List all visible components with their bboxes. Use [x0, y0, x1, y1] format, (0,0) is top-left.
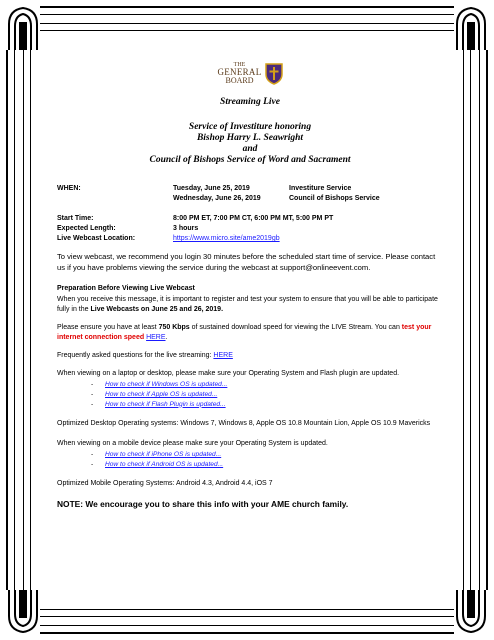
desktop-link-list [91, 380, 443, 409]
bullet-dash: - [91, 381, 94, 389]
bandwidth-text-a: Please ensure you have at least [57, 323, 159, 331]
flyer-content [57, 62, 443, 510]
logo-the: THE [233, 62, 246, 68]
mobile-optimized-paragraph: Optimized Mobile Operating Systems: Android 4.3, Android 4.4, iOS 7 [57, 480, 273, 488]
gothic-arch-corner-icon [6, 6, 40, 50]
shield-cross-icon [265, 63, 283, 85]
gothic-arch-corner-icon [454, 6, 488, 50]
faq-paragraph [57, 351, 443, 361]
desktop-optimized-paragraph: Optimized Desktop Operating systems: Windows 7, Windows 8, Apple OS 10.8 Mountain Lion, Apple OS 10.9 Mavericks [57, 420, 431, 428]
date-2: Wednesday, June 26, 2019 [173, 194, 261, 202]
start-time-value: 8:00 PM ET, 7:00 PM CT, 6:00 PM MT, 5:00 PM PT [173, 214, 334, 222]
service-1: Investiture Service [289, 184, 352, 192]
bandwidth-paragraph [57, 323, 443, 343]
windows-check-link[interactable]: How to check if Windows OS is updated... [105, 381, 228, 389]
service-title-line2: Bishop Harry L. Seawright [196, 132, 304, 143]
faq-text: Frequently asked questions for the live streaming: [57, 352, 214, 360]
prep-heading: Preparation Before Viewing Live Webcast [57, 284, 195, 292]
gothic-arch-corner-icon [6, 590, 40, 634]
bullet-dash: - [91, 451, 94, 459]
mobile-link-list [91, 450, 443, 469]
flash-check-link[interactable]: How to check if Flash Plugin is updated... [105, 400, 226, 408]
when-label: WHEN: [57, 184, 81, 192]
android-check-link[interactable]: How to check if Android OS is updated... [105, 460, 224, 468]
gothic-arch-corner-icon [454, 590, 488, 634]
expected-length-value: 3 hours [173, 225, 199, 233]
webcast-url-link[interactable]: https://www.micro.site/ame2019gb [173, 235, 280, 243]
bullet-dash: - [91, 460, 94, 468]
bullet-dash: - [91, 400, 94, 408]
when-table [57, 184, 443, 204]
list-item [91, 390, 443, 400]
date-1: Tuesday, June 25, 2019 [173, 184, 250, 192]
frame-bar-top [6, 14, 488, 24]
share-note: NOTE: We encourage you to share this info with your AME church family. [57, 498, 349, 509]
frame-bar-left [14, 6, 24, 634]
frame-bar-right [470, 6, 480, 634]
service-title-line1: Service of Investiture honoring [188, 121, 312, 132]
service-title-line4: Council of Bishops Service of Word and Sacrament [149, 154, 351, 165]
logo-wordmark [217, 62, 261, 85]
speed-test-here-link[interactable]: HERE [146, 334, 166, 342]
list-item [91, 400, 443, 410]
bandwidth-end: . [165, 334, 168, 342]
bandwidth-speed: 750 Kbps [158, 323, 190, 331]
general-board-logo [57, 62, 443, 85]
logo-board: BOARD [225, 76, 254, 85]
start-time-label: Start Time: [57, 214, 94, 222]
frame-bar-bottom [6, 616, 488, 626]
faq-here-link[interactable]: HERE [213, 352, 233, 360]
iphone-check-link[interactable]: How to check if iPhone OS is updated... [105, 451, 222, 459]
list-item [91, 380, 443, 390]
expected-length-label: Expected Length: [57, 225, 116, 233]
streaming-live-title: Streaming Live [220, 97, 280, 107]
mobile-paragraph: When viewing on a mobile device please make sure your Operating System is updated. [57, 440, 328, 448]
apple-check-link[interactable]: How to check if Apple OS is updated... [105, 391, 218, 398]
desktop-paragraph: When viewing on a laptop or desktop, please make sure your Operating System and Flash plugin are updated. [57, 370, 400, 378]
list-item [91, 450, 443, 460]
prep-paragraph [57, 295, 443, 315]
prep-bold-text: Live Webcasts on June 25 and 26, 2019. [90, 305, 224, 313]
prep-text: When you receive this message, it is important to register and test your system to ensure that you will be able to participate fully in the [57, 295, 438, 313]
time-table [57, 214, 443, 244]
service-title-line3: and [242, 143, 258, 154]
list-item [91, 460, 443, 470]
bandwidth-text-b: of sustained download speed for viewing the LIVE Stream. You can [189, 323, 402, 331]
service-2: Council of Bishops Service [289, 194, 380, 202]
logo-general: GENERAL [217, 67, 262, 77]
webcast-location-label: Live Webcast Location: [57, 235, 136, 243]
bullet-dash: - [91, 391, 94, 398]
speed-test-text: test your internet connection speed [57, 323, 432, 342]
when-label-spacer [57, 194, 173, 204]
intro-paragraph: To view webcast, we recommend you login 30 minutes before the scheduled start time of service. Please contact us if you have problems viewing the service during the webcast at support@onlineevent.com. [57, 252, 436, 272]
